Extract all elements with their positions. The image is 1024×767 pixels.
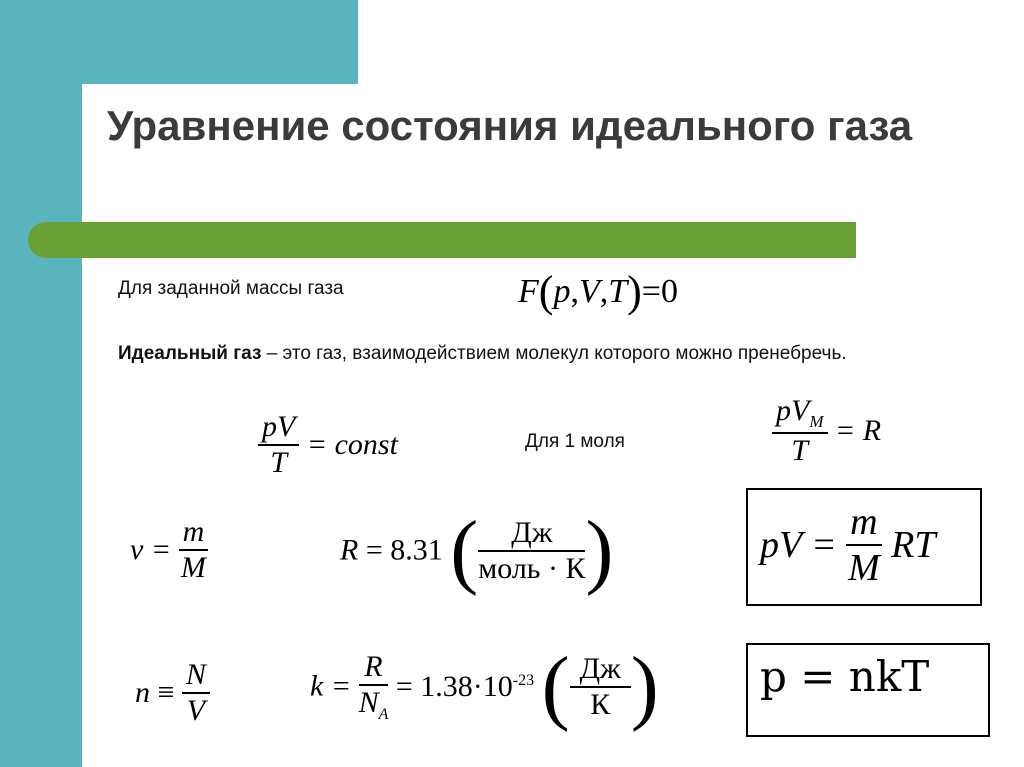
molar-volume-formula: $\frac{pV_M}{T}$ = R [772,394,881,468]
pnkt-formula: p = nkT [760,652,930,701]
teal-top-decor [0,0,358,84]
ideal-gas-term: Идеальный газ [118,343,262,364]
pv-over-t-const-formula: $\frac{pV}{T}$ = const [258,410,398,480]
mole-count-formula: ν = $\frac{m}{M}$ [130,515,208,585]
mendeleev-clapeyron-formula: pV = $\frac{m}{M}$ RT [760,501,936,589]
concentration-formula: n ≡ $\frac{N}{V}$ [135,658,210,728]
given-mass-text: Для заданной массы газа [118,278,344,299]
boltzmann-constant-formula: k = $\frac{R}{N_A}$ = $1.38\cdot 10^{-23}$ ( $\frac{Дж}{К}$ ) [310,640,659,733]
gas-constant-formula: R = 8.31 ( $\frac{Дж}{\text{моль · К}}$ ) [340,504,614,597]
teal-left-decor [0,0,82,767]
state-function-formula: F(p,V,T)=0 [518,267,678,316]
green-accent-bar [28,222,856,258]
ideal-gas-def-text: – это газ, взаимодействием молекул которого можно пренебречь. [261,343,847,364]
slide-title: Уравнение состояния идеального газа [107,102,913,149]
one-mole-text: Для 1 моля [525,431,625,452]
ideal-gas-definition [118,340,878,368]
